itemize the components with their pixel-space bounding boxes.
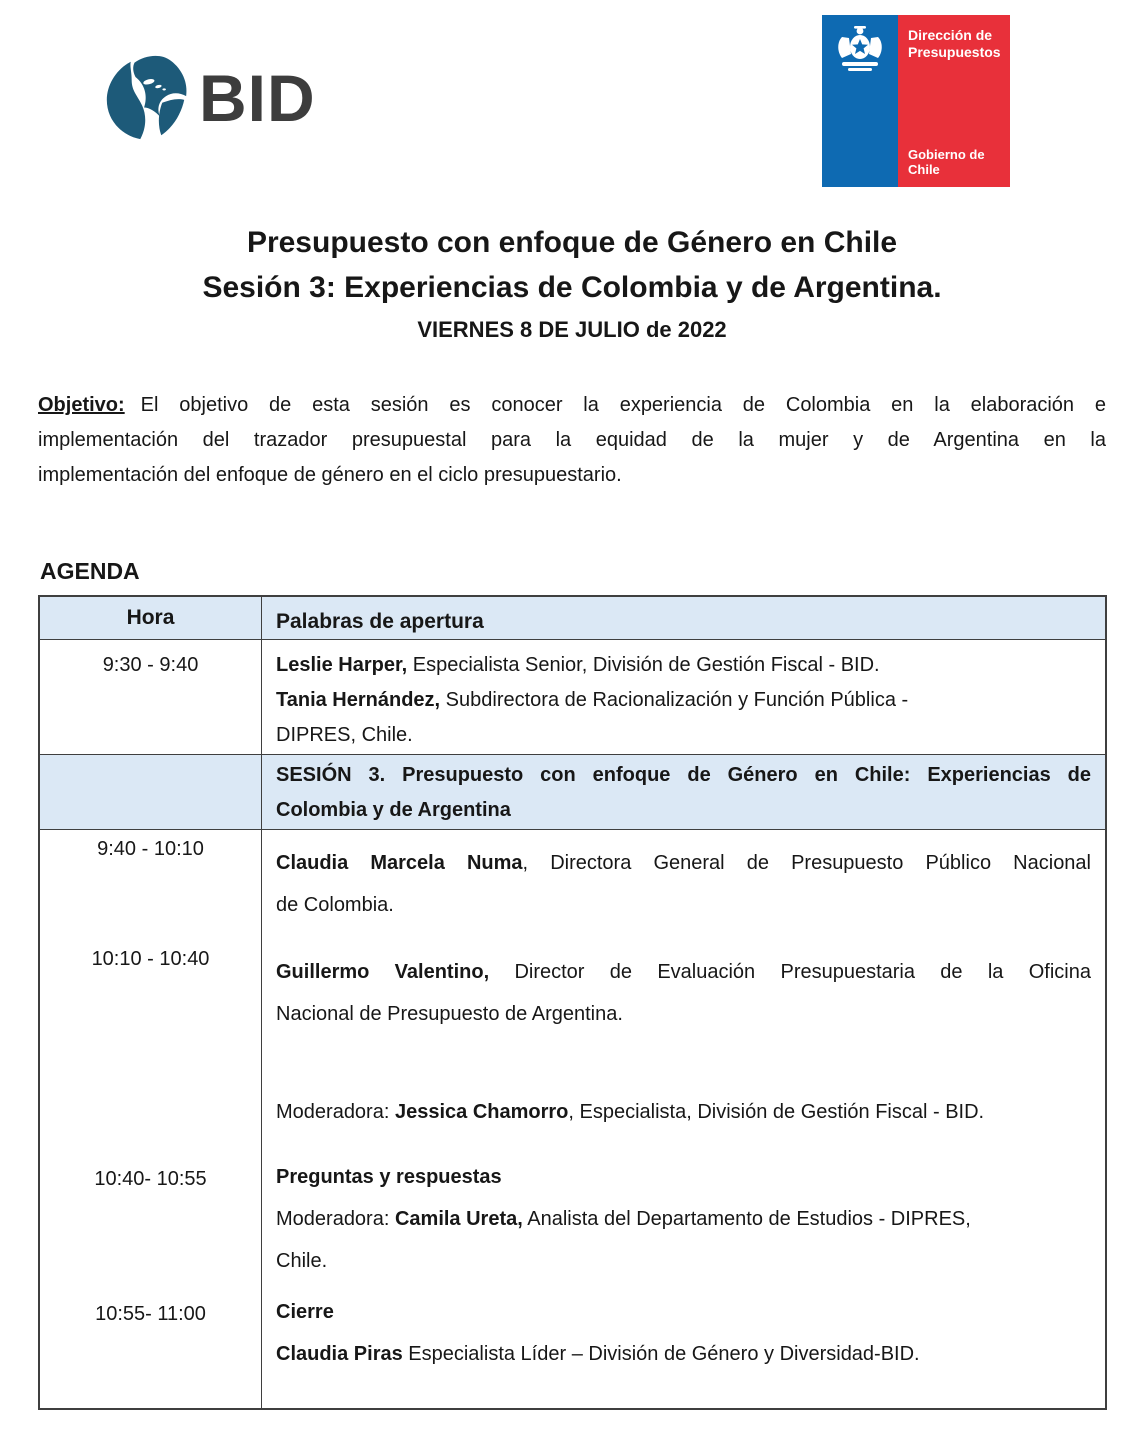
speaker-name: Tania Hernández, <box>276 689 441 711</box>
speaker-role: Especialista Líder – División de Género y Diversidad-BID. <box>402 1343 920 1365</box>
speaker-role: Especialista Senior, División de Gestión Fiscal - BID. <box>407 654 880 676</box>
objective-line1-text: El objetivo de esta sesión es conocer la experiencia de Colombia en la elaboración e <box>140 394 1106 416</box>
speaker2-line1 <box>276 951 1091 993</box>
speaker-name: Leslie Harper, <box>276 654 408 676</box>
speaker-name: Claudia Marcela Numa <box>276 852 523 874</box>
agenda-opening-row <box>40 639 1105 754</box>
moderator-name: Jessica Chamorro <box>394 1101 569 1123</box>
speaker-role: , Directora General de Presupuesto Público Nacional <box>522 852 1091 874</box>
dipres-title-line2: Presupuestos <box>908 44 1001 60</box>
opening-time: 9:30 - 9:40 <box>40 640 262 754</box>
objective-line3: implementación del enfoque de género en el ciclo presupuestario. <box>38 464 622 486</box>
dipres-title-line1: Dirección de <box>908 27 993 43</box>
closing-line1 <box>276 1333 1091 1375</box>
agenda-table <box>38 595 1107 1410</box>
dipres-footer: Gobierno de Chile <box>908 147 985 177</box>
bid-logo-text: BID <box>199 61 316 135</box>
document-date: VIERNES 8 DE JULIO de 2022 <box>417 317 727 342</box>
opening-content <box>262 640 1105 754</box>
dipres-logo <box>822 15 1010 187</box>
qa-line2: Chile. <box>276 1250 328 1272</box>
moderator-prefix: Moderadora: <box>276 1208 395 1230</box>
session-title-line2: Colombia y de Argentina <box>276 799 511 821</box>
speaker-name: Claudia Piras <box>276 1343 403 1365</box>
speaker1-line2: de Colombia. <box>276 894 394 916</box>
column-header-hora: Hora <box>40 597 262 639</box>
opening-line2 <box>276 683 1091 718</box>
qa-line1 <box>276 1198 1091 1240</box>
speaker1-paragraph <box>276 842 1091 926</box>
speaker-name: Guillermo Valentino, <box>276 961 490 983</box>
column-header-apertura: Palabras de apertura <box>262 597 1105 639</box>
agenda-session-row <box>40 754 1105 829</box>
objective-label: Objetivo: <box>38 394 125 416</box>
speaker2-line2: Nacional de Presupuesto de Argentina. <box>276 1003 623 1025</box>
document-title-line1: Presupuesto con enfoque de Género en Chile <box>246 226 898 259</box>
dipres-logo-blue-panel <box>822 15 898 187</box>
document-title-line2: Sesión 3: Experiencias de Colombia y de Argentina. <box>202 271 942 304</box>
agenda-heading: AGENDA <box>40 558 140 584</box>
session-title <box>262 755 1105 829</box>
speaker-role: Subdirectora de Racionalización y Función Pública - <box>440 689 909 711</box>
schedule-time-3: 10:40- 10:55 <box>94 1168 207 1190</box>
agenda-schedule-row <box>40 829 1105 1408</box>
objective-line1 <box>38 388 1106 423</box>
moderator-prefix: Moderadora: <box>276 1101 395 1123</box>
objective-line2: implementación del trazador presupuestal para la equidad de la mujer y de Argentina en la <box>38 429 1106 451</box>
opening-line1 <box>276 648 1091 683</box>
agenda-header-row <box>40 597 1105 639</box>
dipres-title <box>908 27 1004 61</box>
moderator1-paragraph <box>276 1091 1091 1133</box>
schedule-times <box>40 830 262 1408</box>
qa-paragraph <box>276 1156 1091 1282</box>
opening-line3: DIPRES, Chile. <box>276 724 413 746</box>
moderator-role: , Especialista, División de Gestión Fiscal - BID. <box>568 1101 985 1123</box>
chile-coat-of-arms-icon <box>832 25 888 77</box>
schedule-content <box>262 830 1105 1408</box>
moderator-name: Camila Ureta, <box>394 1208 523 1230</box>
session-time-empty <box>40 755 262 829</box>
moderator-role: Analista del Departamento de Estudios - DIPRES, <box>522 1208 971 1230</box>
bid-globe-icon <box>103 52 189 144</box>
speaker1-line1 <box>276 842 1091 884</box>
schedule-time-2: 10:10 - 10:40 <box>91 948 210 970</box>
session-title-line1: SESIÓN 3. Presupuesto con enfoque de Género en Chile: Experiencias de <box>276 764 1091 786</box>
bid-logo <box>103 52 316 144</box>
title-block <box>0 220 1144 347</box>
speaker2-paragraph <box>276 951 1091 1035</box>
schedule-time-4: 10:55- 11:00 <box>95 1303 206 1325</box>
qa-title: Preguntas y respuestas <box>276 1166 502 1188</box>
closing-paragraph <box>276 1291 1091 1375</box>
dipres-logo-red-panel <box>898 15 1010 187</box>
objective-paragraph <box>38 388 1106 493</box>
closing-title: Cierre <box>276 1301 334 1323</box>
schedule-time-1: 9:40 - 10:10 <box>97 838 204 860</box>
speaker-role: Director de Evaluación Presupuestaria de la Oficina <box>489 961 1091 983</box>
